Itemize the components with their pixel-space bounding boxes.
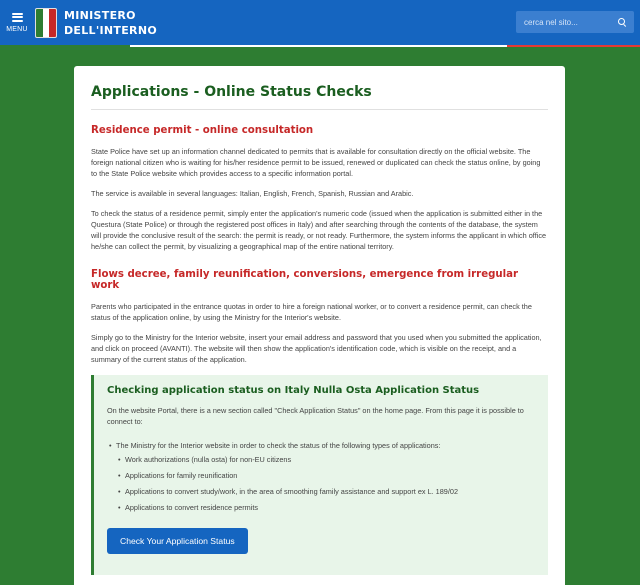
brand-line-2: DELL'INTERNO: [64, 23, 157, 37]
box-title: Checking application status on Italy Nulla Osta Application Status: [107, 385, 480, 396]
check-application-status-button[interactable]: Check Your Application Status: [107, 528, 248, 554]
box-intro: On the website Portal, there is a new section called "Check Application Status" on the home page. From this page it is possible to connect to:: [107, 406, 524, 426]
list-item: • Applications for family reunification: [116, 470, 538, 481]
tricolor-stripe: [130, 45, 640, 47]
status-check-box: [91, 375, 548, 575]
list-item: • Applications to convert residence permits: [116, 502, 538, 513]
paragraph: State Police have set up an information channel dedicated to permits that is available for consultation directly on the official website. The foreign national citizen who is waiting for his/her residence permit to be issued, renewed or duplicated can check the status online, by going to the State Police website which provides access to a specific information portal.: [91, 147, 541, 178]
list-item: • Applications to convert study/work, in the area of smoothing family assistance and support ex L. 189/02: [116, 486, 538, 497]
site-header: [0, 0, 640, 45]
brand-line-1: MINISTERO: [64, 8, 136, 22]
paragraph: Simply go to the Ministry for the Interior website, insert your email address and password that you used when you submitted the application, and click on proceed (AVANTI). The website will then show the application's identification code, which is visible on the receipt, and a summary of the current status of the application.: [91, 333, 542, 364]
application-list: [109, 440, 538, 513]
list-item-text: The Ministry for the Interior website in order to check the status of the following types of applications:: [116, 441, 441, 450]
menu-label: MENU: [6, 25, 28, 33]
hamburger-icon: [12, 13, 23, 22]
page-title: Applications - Online Status Checks: [91, 84, 548, 110]
search-input[interactable]: [524, 18, 604, 27]
paragraph: Parents who participated in the entrance quotas in order to hire a foreign national worker, or to convert a residence permit, can check the status of the application online, by using the Ministry for the Interior's website.: [91, 302, 532, 322]
application-types-list: [116, 454, 538, 513]
paragraph: To check the status of a residence permit, simply enter the application's numeric code (issued when the application is submitted either in the Questura (State Police) or through the registered post offices in Italy) and after searching through the contents of the database, the system will provide the conclusive result of the search: the permit is ready, or not ready. Furthermore, the system informs the applicant in which office he/she can collect the permit, by visualizing a geographical map of the entire national territory.: [91, 209, 547, 251]
menu-button[interactable]: [3, 3, 31, 43]
list-item: [109, 440, 538, 513]
section-title-flows-decree: Flows decree, family reunification, conversions, emergence from irregular work: [91, 269, 519, 291]
search-box: [516, 11, 634, 33]
list-item: • Work authorizations (nulla osta) for non-EU citizens: [116, 454, 538, 465]
search-icon[interactable]: [618, 18, 626, 26]
site-brand[interactable]: [64, 8, 157, 38]
italian-flag-emblem-icon[interactable]: [35, 8, 57, 38]
content-card: [74, 66, 565, 585]
section-title-residence-permit: Residence permit - online consultation: [91, 125, 314, 136]
paragraph: The service is available in several languages: Italian, English, French, Spanish, Russian and Arabic.: [91, 189, 414, 198]
